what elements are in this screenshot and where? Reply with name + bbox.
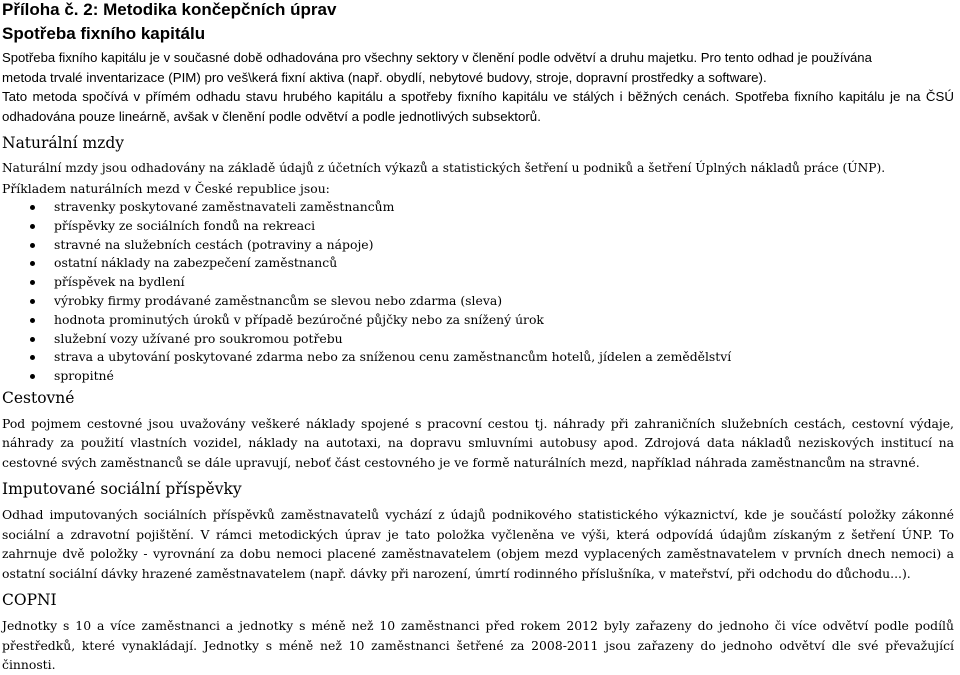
travel-text: Pod pojmem cestovné jsou uvažovány veškeré náklady spojené s pracovní cestou tj. náhrady při zahraničních služebních cestách, cestovní výdaje, náhrady za použití vlastních vozidel, náklady na autotaxi, na dopravu smluvními autobusy apod. Zdrojová data nákladů neziskových institucí na cestovné svých zaměstnanců se dále upravují, neboť část cestovného je ve formě naturálních mezd, například náhrada zaměstnancům na stravné. <box>2 415 954 470</box>
bullet-icon <box>30 261 35 266</box>
bullet-icon <box>30 299 35 304</box>
bullet-icon <box>30 224 35 229</box>
list-item-text: spropitné <box>54 368 114 384</box>
list-item <box>2 330 954 349</box>
bullet-icon <box>30 280 35 285</box>
capital-line-2: metoda trvalé inventarizace (PIM) pro veš\kerá fixní aktiva (např. obydlí, nebytové budovy, stroje, dopravní prostředky a software). <box>2 69 767 85</box>
list-item <box>2 198 954 217</box>
list-item <box>2 292 954 311</box>
wages-intro: Naturální mzdy jsou odhadovány na základě údajů z účetních výkazů a statistických šetření u podniků a šetření Úplných nákladů práce (ÚNP). <box>2 161 886 175</box>
annex-title: Příloha č. 2: Metodika končepčních úprav <box>2 0 337 19</box>
list-item <box>2 217 954 236</box>
bullet-icon <box>30 355 35 360</box>
heading-wages: Naturální mzdy <box>2 134 125 152</box>
bullet-icon <box>30 337 35 342</box>
bullet-icon <box>30 243 35 248</box>
list-item-text: hodnota prominutých úroků v případě bezúročné půjčky nebo za snížený úrok <box>54 311 544 327</box>
imputed-text: Odhad imputovaných sociálních příspěvků zaměstnavatelů vychází z údajů podnikového statistického výkaznictví, kde je součástí položky zákonné sociální a zdravotní pojištění. V rámci metodických úprav je tato položka vyčleněna ve výši, která odpovídá údajům získaným z šetření ÚNP. To zahrnuje dvě položky - vyrovnání za dobu nemoci placené zaměstnavatelem (objem mezd vyplacených zaměstnavatelem v prvních dnech nemoci) a ostatní sociální dávky hrazené zaměstnavatelem (např. dávky při narození, úmrtí rodinného příslušníka, v mateřství, při odchodu do důchodu...). <box>2 507 954 581</box>
list-item <box>2 367 954 386</box>
list-item-text: stravné na služebních cestách (potraviny a nápoje) <box>54 236 374 252</box>
list-item-text: výrobky firmy prodávané zaměstnancům se slevou nebo zdarma (sleva) <box>54 292 503 308</box>
list-item <box>2 348 954 367</box>
heading-imputed: Imputované sociální příspěvky <box>2 480 242 499</box>
list-item-text: služební vozy užívané pro soukromou potřebu <box>54 330 343 346</box>
list-item <box>2 236 954 255</box>
capital-line-3: Tato metoda spočívá v přímém odhadu stavu hrubého kapitálu a spotřeby fixního kapitálu ve stálých i běžných cenách. Spotřeba fixního kapitálu je na ČSÚ odhadována pouze lineárně, avšak v členění podle odvětví a podle jednotlivých subsektorů. <box>2 89 954 124</box>
heading-travel: Cestovné <box>2 388 75 407</box>
heading-copni: COPNI <box>2 591 57 610</box>
bullet-icon <box>30 374 35 379</box>
wages-examples-label: Příkladem naturálních mezd v České republice jsou: <box>2 180 330 196</box>
wages-list <box>2 198 954 386</box>
list-item-text: ostatní náklady na zabezpečení zaměstnanců <box>54 255 338 271</box>
heading-capital: Spotřeba fixního kapitálu <box>2 24 206 43</box>
copni-text: Jednotky s 10 a více zaměstnanci a jednotky s méně než 10 zaměstnanci před rokem 2012 byly zařazeny do jednoho či více odvětví podle podílů přestředků, které vynakládají. Jednotky s méně než 10 zaměstnanci šetřené za 2008-2011 jsou zařazeny do jednoho odvětví dle své převažující činnosti. <box>2 618 954 673</box>
bullet-icon <box>30 318 35 323</box>
list-item-text: příspěvky ze sociálních fondů na rekreaci <box>54 217 316 233</box>
list-item <box>2 254 954 273</box>
list-item <box>2 311 954 330</box>
capital-line-1: Spotřeba fixního kapitálu je v současné době odhadována pro všechny sektory v členění podle odvětví a druhu majetku. Pro tento odhad je používána <box>2 50 872 65</box>
bullet-icon <box>30 205 35 210</box>
list-item-text: strava a ubytování poskytované zdarma nebo za sníženou cenu zaměstnancům hotelů, jídelen a zemědělství <box>54 349 732 365</box>
list-item-text: stravenky poskytované zaměstnavateli zaměstnancům <box>54 199 395 214</box>
list-item-text: příspěvek na bydlení <box>54 274 185 290</box>
list-item <box>2 273 954 292</box>
